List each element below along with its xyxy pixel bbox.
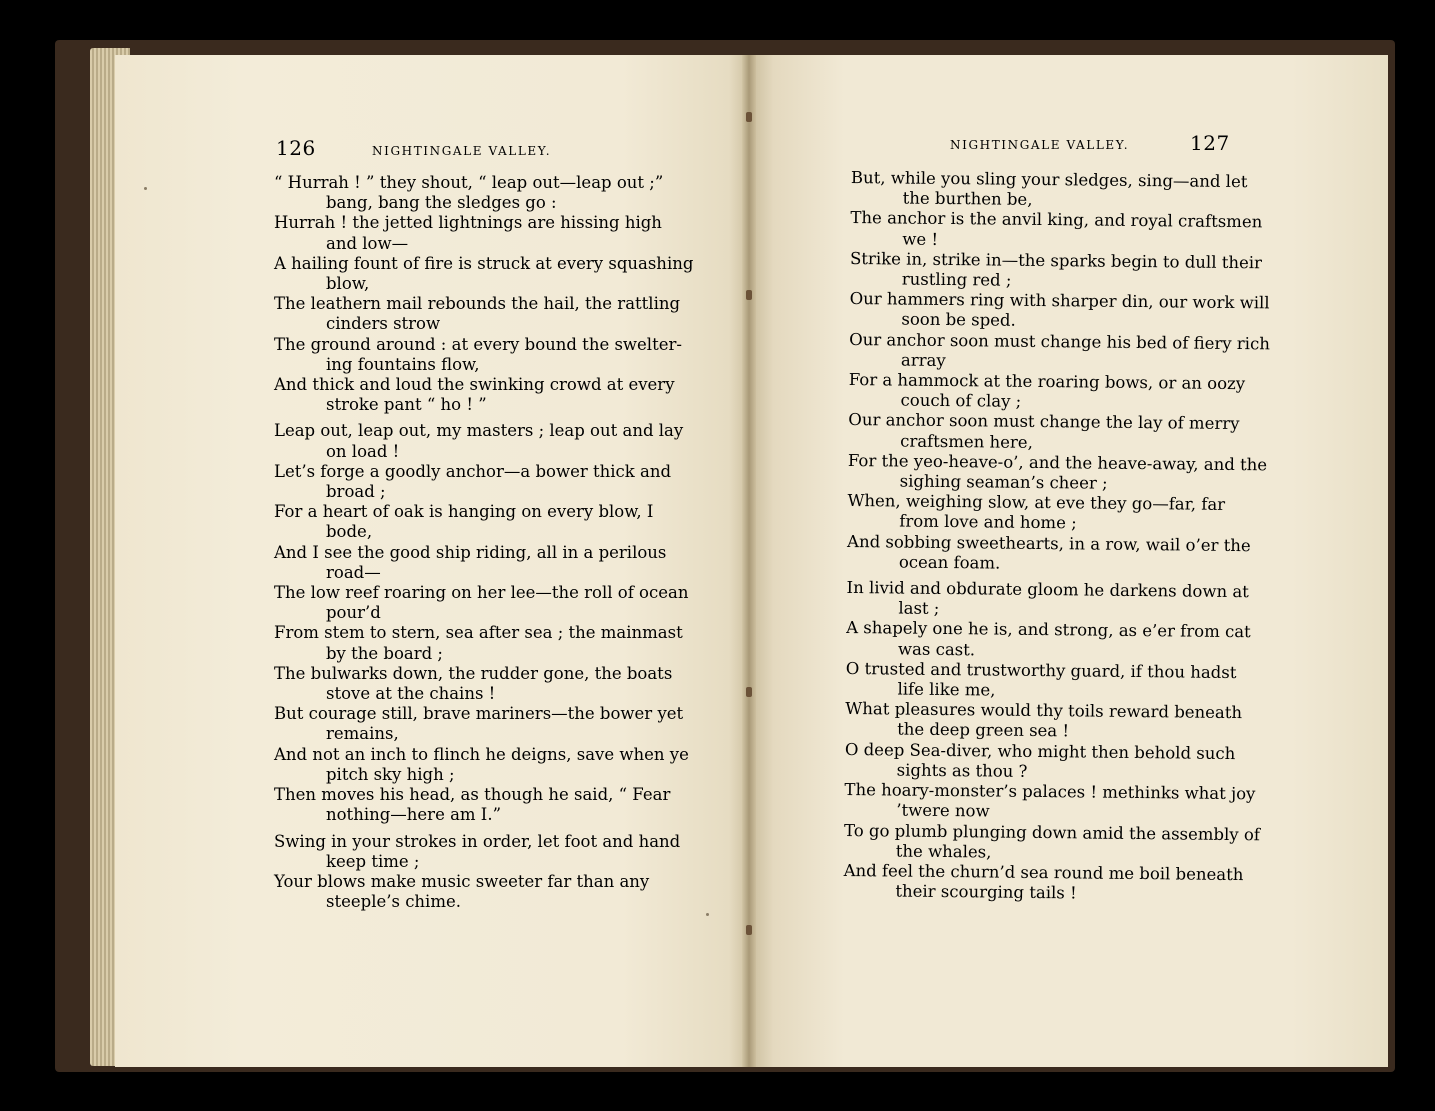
- verse-line: For a hammock at the roaring bows, or an oozy: [848, 370, 1246, 394]
- poem-text-left: [274, 173, 693, 912]
- paper-speck: [706, 913, 709, 916]
- page-number-right: 127: [1190, 131, 1230, 155]
- verse-line-continuation: bode,: [326, 522, 373, 542]
- verse-line: “ Hurrah ! ” they shout, “ leap out—leap out ;”: [274, 173, 664, 192]
- verse-line: Hurrah ! the jetted lightnings are hissing high: [274, 213, 662, 233]
- binding-stitch: [746, 290, 752, 300]
- verse-line: For a heart of oak is hanging on every blow, I: [274, 502, 654, 522]
- verse-line-continuation: the whales,: [895, 841, 992, 862]
- verse-line: For the yeo-heave-o’, and the heave-away, and the: [847, 450, 1268, 475]
- verse-line: Our anchor soon must change his bed of fiery rich: [849, 329, 1270, 354]
- verse-line: The low reef roaring on her lee—the roll of ocean: [274, 583, 689, 603]
- page-number-left: 126: [276, 136, 316, 160]
- verse-line-continuation: rustling red ;: [901, 269, 1012, 290]
- verse-line-continuation: we !: [902, 229, 939, 249]
- verse-line-continuation: keep time ;: [326, 851, 420, 871]
- verse-line-continuation: stroke pant “ ho ! ”: [326, 395, 487, 415]
- verse-line-continuation: life like me,: [897, 679, 996, 700]
- verse-line: The anchor is the anvil king, and royal craftsmen: [850, 208, 1263, 232]
- verse-line-continuation: last ;: [898, 598, 940, 619]
- verse-line: A hailing fount of fire is struck at every squashing: [274, 253, 694, 273]
- verse-line: But, while you sling your sledges, sing—and let: [850, 168, 1248, 192]
- poem-text-right: [843, 168, 1271, 906]
- verse-line-continuation: by the board ;: [326, 643, 443, 663]
- verse-line-continuation: the burthen be,: [902, 188, 1033, 210]
- verse-line: Your blows make music sweeter far than any: [274, 871, 650, 891]
- verse-line: From stem to stern, sea after sea ; the mainmast: [274, 623, 683, 643]
- verse-line-continuation: stove at the chains !: [326, 684, 496, 704]
- verse-line: And sobbing sweethearts, in a row, wail o’er the: [846, 531, 1251, 555]
- verse-line-continuation: remains,: [326, 724, 399, 744]
- verse-line: Strike in, strike in—the sparks begin to dull their: [849, 248, 1263, 273]
- verse-line: The hoary-monster’s palaces ! methinks what joy: [844, 780, 1256, 804]
- verse-line: And thick and loud the swinking crowd at every: [274, 375, 675, 395]
- verse-line: A shapely one he is, and strong, as e’er from cat: [846, 618, 1251, 642]
- verse-line-continuation: sighing seaman’s cheer ;: [899, 471, 1108, 493]
- verse-line-continuation: ’twere now: [896, 800, 990, 821]
- verse-line: What pleasures would thy toils reward beneath: [845, 699, 1243, 723]
- verse-line-continuation: their scourging tails !: [895, 881, 1077, 903]
- verse-line-continuation: and low—: [326, 233, 409, 253]
- verse-line-continuation: was cast.: [897, 639, 976, 659]
- verse-line: But courage still, brave mariners—the bower yet: [274, 704, 684, 724]
- verse-line: O trusted and trustworthy guard, if thou hadst: [845, 658, 1237, 682]
- verse-line-continuation: nothing—here am I.”: [326, 805, 501, 825]
- verse-line-continuation: pour’d: [326, 603, 381, 623]
- verse-line-continuation: blow,: [326, 274, 370, 294]
- verse-line-continuation: broad ;: [326, 482, 386, 502]
- running-head-left: NIGHTINGALE VALLEY.: [372, 144, 552, 158]
- verse-line: And I see the good ship riding, all in a perilous: [274, 542, 667, 562]
- verse-line: The ground around : at every bound the swelter-: [274, 334, 682, 354]
- verse-line: Our hammers ring with sharper din, our work will: [849, 289, 1270, 313]
- binding-stitch: [746, 925, 752, 935]
- verse-line: Our anchor soon must change the lay of merry: [848, 410, 1240, 434]
- running-head-right: NIGHTINGALE VALLEY.: [950, 138, 1130, 152]
- verse-line-continuation: array: [900, 350, 946, 370]
- verse-line-continuation: couch of clay ;: [900, 390, 1022, 412]
- verse-line: Let’s forge a goodly anchor—a bower thick and: [274, 461, 672, 481]
- verse-line: And not an inch to flinch he deigns, save when ye: [274, 744, 689, 764]
- verse-line-continuation: ing fountains flow,: [326, 354, 480, 374]
- verse-line: To go plumb plunging down amid the assembly of: [843, 820, 1261, 844]
- verse-line-continuation: the deep green sea !: [897, 719, 1070, 741]
- verse-line: Leap out, leap out, my masters ; leap out and lay: [274, 421, 684, 441]
- verse-line: In livid and obdurate gloom he darkens down at: [846, 578, 1249, 602]
- verse-line-continuation: sights as thou ?: [896, 760, 1028, 781]
- verse-line-continuation: craftsmen here,: [900, 431, 1033, 452]
- verse-line: O deep Sea-diver, who might then behold such: [844, 739, 1236, 763]
- verse-line-continuation: from love and home ;: [899, 511, 1077, 533]
- verse-line-continuation: pitch sky high ;: [326, 764, 455, 784]
- verse-line-continuation: road—: [326, 562, 381, 582]
- binding-stitch: [746, 112, 752, 122]
- verse-line: The bulwarks down, the rudder gone, the boats: [274, 663, 673, 683]
- verse-line-continuation: soon be sped.: [901, 309, 1016, 331]
- verse-line: Swing in your strokes in order, let foot and hand: [274, 831, 681, 851]
- verse-line-continuation: on load !: [326, 441, 400, 461]
- verse-line-continuation: bang, bang the sledges go :: [326, 193, 557, 213]
- verse-line-continuation: steeple’s chime.: [326, 892, 461, 912]
- binding-stitch: [746, 687, 752, 697]
- verse-line: The leathern mail rebounds the hail, the rattling: [274, 294, 681, 314]
- verse-line: When, weighing slow, at eve they go—far, far: [847, 491, 1226, 515]
- verse-line-continuation: ocean foam.: [898, 552, 1001, 573]
- verse-line: And feel the churn’d sea round me boil beneath: [843, 860, 1244, 885]
- verse-line-continuation: cinders strow: [326, 314, 441, 334]
- verse-line: Then moves his head, as though he said, “ Fear: [274, 785, 671, 805]
- gutter: [742, 55, 756, 1067]
- paper-speck: [144, 187, 147, 190]
